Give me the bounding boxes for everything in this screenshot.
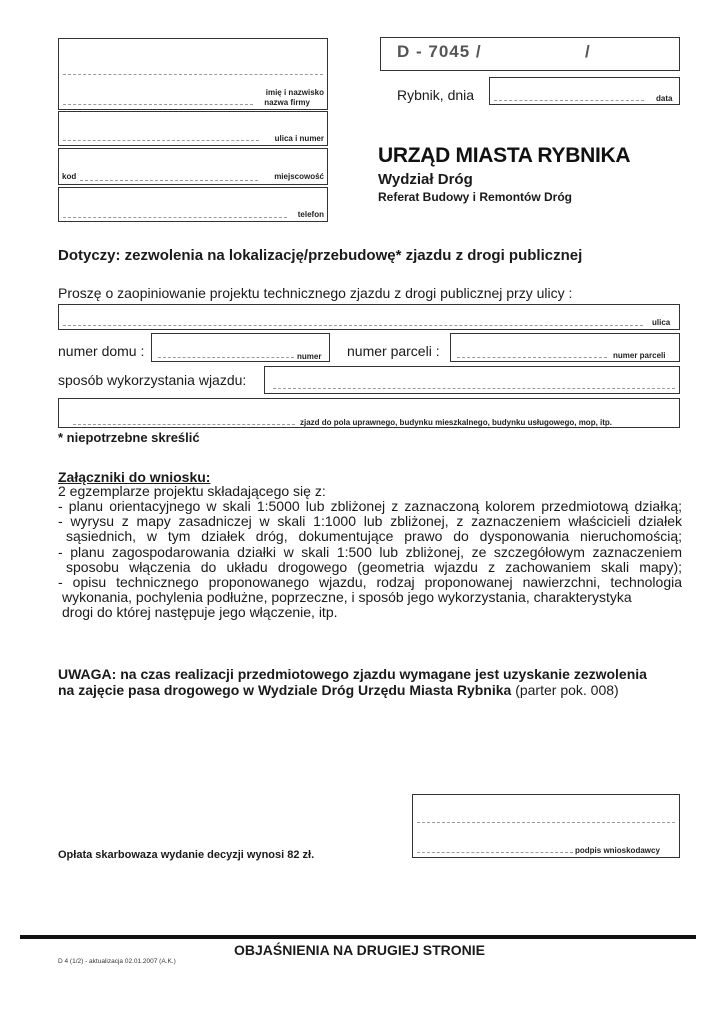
strike-note: * niepotrzebne skreślić bbox=[58, 430, 200, 445]
street-caption: ulica bbox=[652, 318, 671, 327]
fee-note: Opłata skarbowaza wydanie decyzji wynosi 82 zł. bbox=[58, 849, 315, 861]
company-caption: nazwa firmy bbox=[264, 98, 310, 107]
usage-label: sposób wykorzystania wjazdu: bbox=[58, 372, 247, 388]
attachment-line: - planu zagospodarowania działki w skali 1:500 lub zbliżonej, ze szczegółowym zaznaczeniem bbox=[58, 544, 682, 560]
warning-line-1: UWAGA: na czas realizacji przedmiotowego zjazdu wymagane jest uzyskanie zezwolenia bbox=[58, 666, 647, 682]
parcel-number-label: numer parceli : bbox=[347, 343, 440, 359]
access-type-input[interactable] bbox=[63, 405, 293, 423]
attachment-line: drogi do której następuje jego włączenie, itp. bbox=[62, 604, 338, 620]
explanations-note: OBJAŚNIENIA NA DRUGIEJ STRONIE bbox=[234, 942, 485, 958]
attachment-line: 2 egzemplarze projektu składającego się z: bbox=[58, 483, 326, 499]
attachment-line: - planu orientacyjnego w skali 1:5000 lub zbliżonej z zaznaczoną kolorem przedmiotową działką; bbox=[58, 498, 682, 514]
house-number-label: numer domu : bbox=[58, 343, 145, 359]
access-type-caption: zjazd do pola uprawnego, budynku mieszkalnego, budynku usługowego, mop, itp. bbox=[300, 418, 613, 427]
applicant-phone-line bbox=[63, 217, 287, 218]
request-intro: Proszę o zaopiniowanie projektu technicznego zjazdu z drogi publicznej przy ulicy : bbox=[58, 285, 573, 301]
corner-mark: LK bbox=[24, 930, 32, 936]
date-line bbox=[494, 100, 644, 101]
phone-caption: telefon bbox=[297, 210, 324, 219]
house-number-caption: numer bbox=[297, 352, 322, 361]
warning-room: (parter pok. 008) bbox=[511, 682, 619, 698]
street-box[interactable] bbox=[58, 304, 680, 330]
name-caption: imię i nazwisko bbox=[265, 88, 324, 97]
office-title: URZĄD MIASTA RYBNIKA bbox=[378, 144, 631, 167]
usage-input[interactable] bbox=[269, 371, 673, 389]
attachment-line: sąsiednich, w tym działek dróg, dokumentujące prawo do dysponowania nieruchomością; bbox=[66, 528, 682, 544]
signature-caption: podpis wnioskodawcy bbox=[575, 846, 660, 855]
parcel-number-caption: numer parceli bbox=[613, 351, 666, 360]
warning-line-2 bbox=[58, 682, 619, 698]
attachments-title: Załączniki do wniosku: bbox=[58, 469, 211, 485]
attachment-line: - wyrysu z mapy zasadniczej w skali 1:1000 lub zbliżonej, z zaznaczeniem właścicieli działek bbox=[58, 513, 682, 529]
department-name: Wydział Dróg bbox=[378, 171, 473, 188]
street-line bbox=[63, 325, 643, 326]
doc-number: D - 7045 / bbox=[397, 42, 482, 61]
house-number-input[interactable] bbox=[156, 339, 296, 357]
date-input[interactable] bbox=[494, 82, 644, 100]
applicant-name-input[interactable] bbox=[61, 57, 325, 75]
subject-heading: Dotyczy: zezwolenia na lokalizację/przebudowę* zjazdu z drogi publicznej bbox=[58, 247, 583, 264]
attachment-line: - opisu technicznego proponowanego wjazdu, rodzaj proponowanej nawierzchni, technologia bbox=[58, 574, 682, 590]
signature-line-1 bbox=[417, 822, 675, 823]
applicant-street-input[interactable] bbox=[61, 116, 257, 134]
place-label: Rybnik, dnia bbox=[397, 87, 475, 103]
city-caption: miejscowość bbox=[274, 172, 324, 181]
usage-box[interactable] bbox=[264, 366, 680, 394]
version-note: D 4 (1/2) - aktualizacja 02.01.2007 (A.K.) bbox=[58, 958, 176, 965]
attachment-line: wykonania, pochylenia podłużne, poprzeczne, i sposób jego wykorzystania, charakterystyka bbox=[62, 589, 632, 605]
applicant-phone-input[interactable] bbox=[61, 194, 285, 212]
applicant-postal-input[interactable] bbox=[81, 157, 141, 175]
postal-caption: kod bbox=[62, 172, 77, 181]
usage-line bbox=[273, 388, 675, 389]
date-caption: data bbox=[656, 94, 673, 103]
section-name: Referat Budowy i Remontów Dróg bbox=[378, 190, 573, 204]
parcel-number-input[interactable] bbox=[455, 339, 605, 357]
attachment-line: sposobu włączenia do układu drogowego (geometria wjazdu z zachowaniem skali mapy); bbox=[66, 559, 682, 575]
street-input[interactable] bbox=[63, 308, 643, 326]
warning-office: na zajęcie pasa drogowego w Wydziale Dróg Urzędu Miasta Rybnika bbox=[58, 682, 512, 698]
applicant-name-line-1 bbox=[63, 74, 323, 75]
footer-rule bbox=[20, 935, 696, 939]
parcel-number-line bbox=[457, 357, 607, 358]
signature-line-2 bbox=[417, 852, 573, 853]
street-caption: ulica i numer bbox=[274, 134, 324, 143]
doc-number-separator: / bbox=[585, 42, 591, 61]
house-number-line bbox=[158, 357, 294, 358]
access-type-line bbox=[73, 424, 295, 425]
